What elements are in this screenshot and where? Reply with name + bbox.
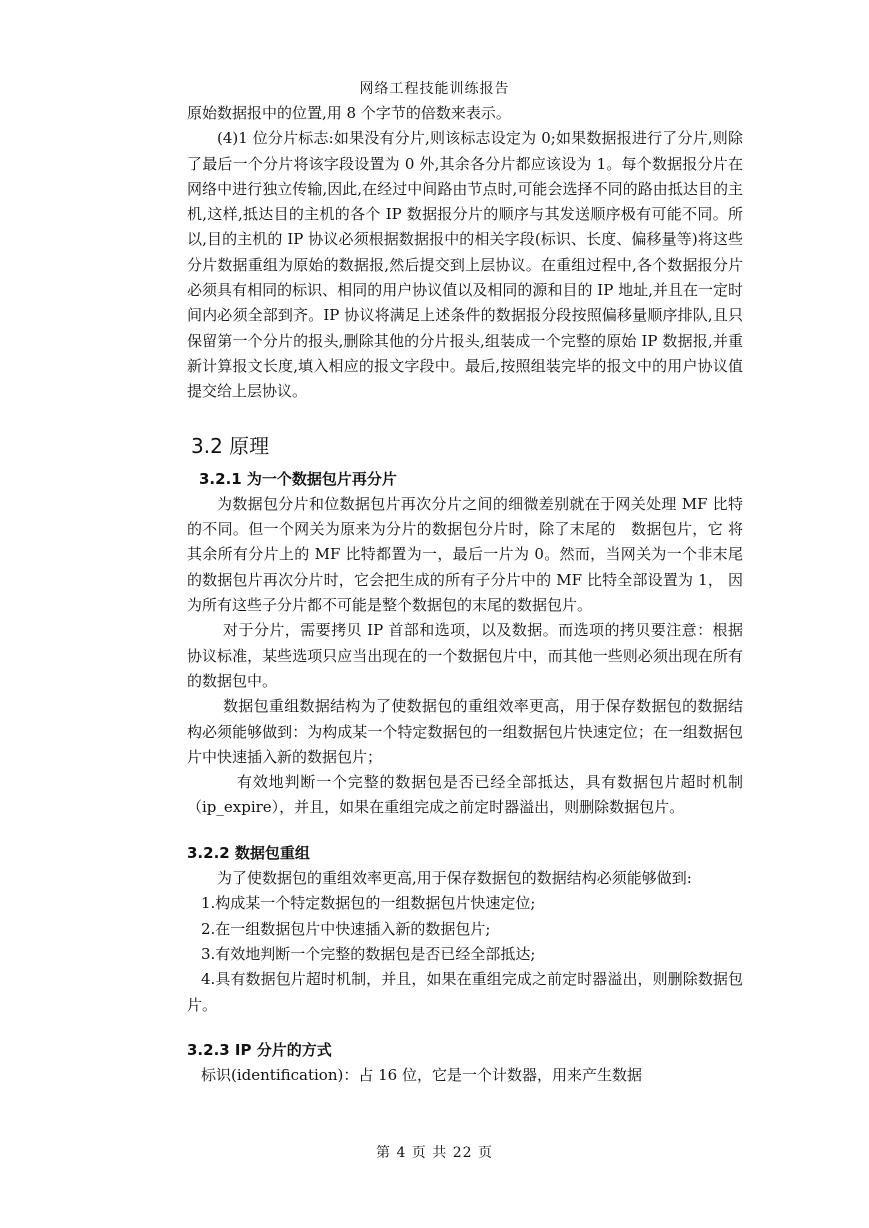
paragraph: 为数据包分片和位数据包片再次分片之间的细微差别就在于网关处理 MF 比特的不同。但一个网关为原来为分片的数据包分片时，除了末尾的 数据包片，它 将其余所有分片上的 MF 比特都置为一，最后一片为 0。然而，当网关为一个非末尾的数据包片再次分片时，它会把生成的所有子分片中的 MF 比特全部设置为 1， 因为所有这些子分片都不可能是整个数据包的末尾的数据包片。 [187,494,743,615]
list-item: 1.构成某一个特定数据包的一组数据包片快速定位; [201,894,536,913]
paragraph: 原始数据报中的位置,用 8 个字节的倍数来表示。 [187,104,511,122]
list-item: 2.在一组数据包片中快速插入新的数据包片; [201,919,491,938]
paragraph: 有效地判断一个完整的数据包是否已经全部抵达，具有数据包片超时机制（ip_expire），并且，如果在重组完成之前定时器溢出，则删除数据包片。 [187,773,743,817]
page-footer: 第 4 页 共 22 页 [376,1145,493,1161]
subsection-heading: 3.2.2 数据包重组 [187,843,310,862]
paragraph: 数据包重组数据结构为了使数据包的重组效率更高，用于保存数据包的数据结构必须能够做到：为构成某一个特定数据包的一组数据包片快速定位；在一组数据包片中快速插入新的数据包片； [187,697,743,766]
page-header: 网络工程技能训练报告 [359,81,510,97]
document-body [187,101,743,1088]
paragraph: 为了使数据包的重组效率更高,用于保存数据包的数据结构必须能够做到: [217,869,692,888]
paragraph: 标识(identification)：占 16 位，它是一个计数器，用来产生数据 [201,1066,642,1085]
section-heading: 3.2 原理 [191,433,270,458]
paragraph: 对于分片，需要拷贝 IP 首部和选项，以及数据。而选项的拷贝要注意：根据协议标准，某些选项只应当出现在的一个数据包片中，而其他一些则必须出现在所有的数据包中。 [187,621,743,690]
list-item: 3.有效地判断一个完整的数据包是否已经全部抵达; [201,944,536,963]
subsection-heading: 3.2.3 IP 分片的方式 [187,1040,332,1059]
paragraph: (4)1 位分片标志:如果没有分片,则该标志设定为 0;如果数据报进行了分片,则除了最后一个分片将该字段设置为 0 外,其余各分片都应该设为 1。每个数据报分片在网络中进行独立传输,因此,在经过中间路由节点时,可能会选择不同的路由抵达目的主机,这样,抵达目的主机的各个 IP 数据报分片的顺序与其发送顺序极有可能不同。所以,目的主机的 IP 协议必须根据数据报中的相关字段(标识、长度、偏移量等)将这些分片数据重组为原始的数据报,然后提交到上层协议。在重组过程中,各个数据报分片必须具有相同的标识、相同的用户协议值以及相同的源和目的 IP 地址,并且在一定时间内必须全部到齐。IP 协议将满足上述条件的数据报分段按照偏移量顺序排队,且只保留第一个分片的报头,删除其他的分片报头,组装成一个完整的原始 IP 数据报,并重新计算报文长度,填入相应的报文字段中。最后,按照组装完毕的报文中的用户协议值提交给上层协议。 [187,129,743,401]
subsection-heading: 3.2.1 为一个数据包片再分片 [199,469,397,488]
list-item: 4.具有数据包片超时机制，并且，如果在重组完成之前定时器溢出，则删除数据包片。 [187,970,743,1014]
